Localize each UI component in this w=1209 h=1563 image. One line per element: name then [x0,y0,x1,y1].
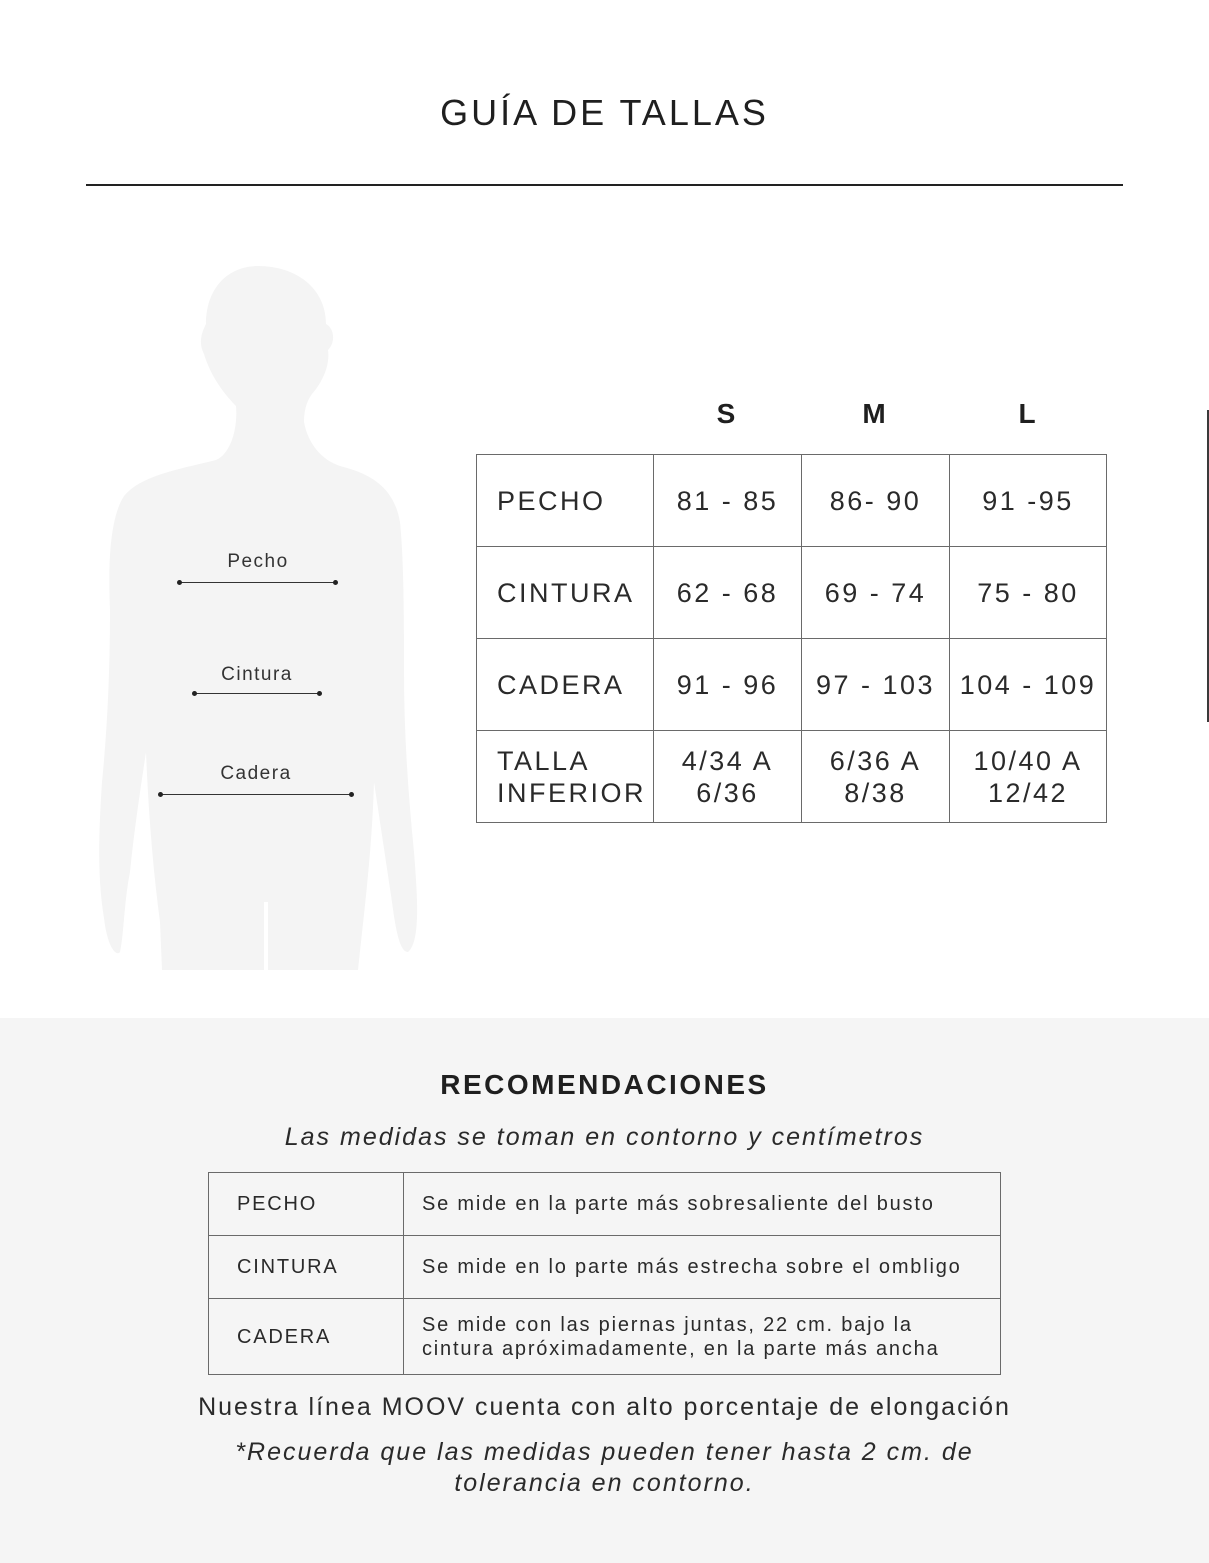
table-cell: 69 - 74 [802,547,950,639]
table-cell: 86- 90 [802,455,950,547]
tolerance-note [190,1437,1019,1499]
size-header-s: S [716,398,736,429]
cell-line: 4/34 A [681,745,774,776]
body-silhouette-shape [99,266,417,970]
tolerance-line: *Recuerda que las medidas pueden tener hasta 2 cm. de [235,1438,974,1466]
chest-dot-right [333,580,338,585]
row-label-chest: PECHO [477,455,654,547]
cell-line: 6/36 [696,777,759,808]
cell-line: 6/36 A [829,745,922,776]
waist-dot-left [192,691,197,696]
size-table [476,454,1107,823]
cell-line: 10/40 A [973,745,1083,776]
tolerance-line: tolerancia en contorno. [454,1469,755,1497]
recommendations-title: RECOMENDACIONES [440,1069,769,1100]
reco-desc-line: Se mide con las piernas juntas, 22 cm. bajo la [422,1313,913,1336]
row-label-hip: CADERA [477,639,654,731]
hip-dot-right [349,792,354,797]
reco-desc-hip [404,1299,1001,1375]
hip-dot-left [158,792,163,797]
row-label-line: INFERIOR [497,777,647,808]
table-row [477,455,1107,547]
size-header-l: L [1018,398,1036,429]
waist-dot-right [317,691,322,696]
hip-label: Cadera [220,763,292,784]
reco-desc-chest: Se mide en la parte más sobresaliente del busto [404,1173,1001,1236]
recommendations-table [208,1172,1001,1375]
table-cell: 97 - 103 [802,639,950,731]
waist-measure-line [195,693,320,694]
table-cell: 91 - 96 [654,639,802,731]
body-silhouette-figure [90,262,430,972]
cell-line: 12/42 [987,777,1069,808]
recommendations-subtitle: Las medidas se toman en contorno y centímetros [284,1123,925,1151]
table-cell: 62 - 68 [654,547,802,639]
chest-measure-line [180,582,336,583]
table-cell: 81 - 85 [654,455,802,547]
size-header-m: M [862,398,886,429]
table-cell [950,731,1107,823]
table-row [209,1299,1001,1375]
table-cell: 91 -95 [950,455,1107,547]
table-cell: 104 - 109 [950,639,1107,731]
row-label-waist: CINTURA [477,547,654,639]
waist-label: Cintura [221,664,293,685]
table-row [209,1173,1001,1236]
chest-label: Pecho [227,551,289,572]
reco-label-waist: CINTURA [209,1236,404,1299]
cell-line: 8/38 [844,777,907,808]
reco-desc-line: cintura apróximadamente, en la parte más ancha [422,1337,940,1360]
row-label-bottom-size [477,731,654,823]
table-row [209,1236,1001,1299]
reco-label-chest: PECHO [209,1173,404,1236]
hip-measure-line [161,794,352,795]
elongation-note: Nuestra línea MOOV cuenta con alto porcentaje de elongación [198,1393,1011,1421]
chest-dot-left [177,580,182,585]
table-cell [802,731,950,823]
reco-label-hip: CADERA [209,1299,404,1375]
row-label-line: TALLA [497,745,591,776]
table-row [477,547,1107,639]
table-cell: 75 - 80 [950,547,1107,639]
title-divider [86,184,1123,186]
table-row [477,731,1107,823]
reco-desc-waist: Se mide en lo parte más estrecha sobre el ombligo [404,1236,1001,1299]
table-cell [654,731,802,823]
page-title: GUÍA DE TALLAS [440,92,769,133]
table-row [477,639,1107,731]
